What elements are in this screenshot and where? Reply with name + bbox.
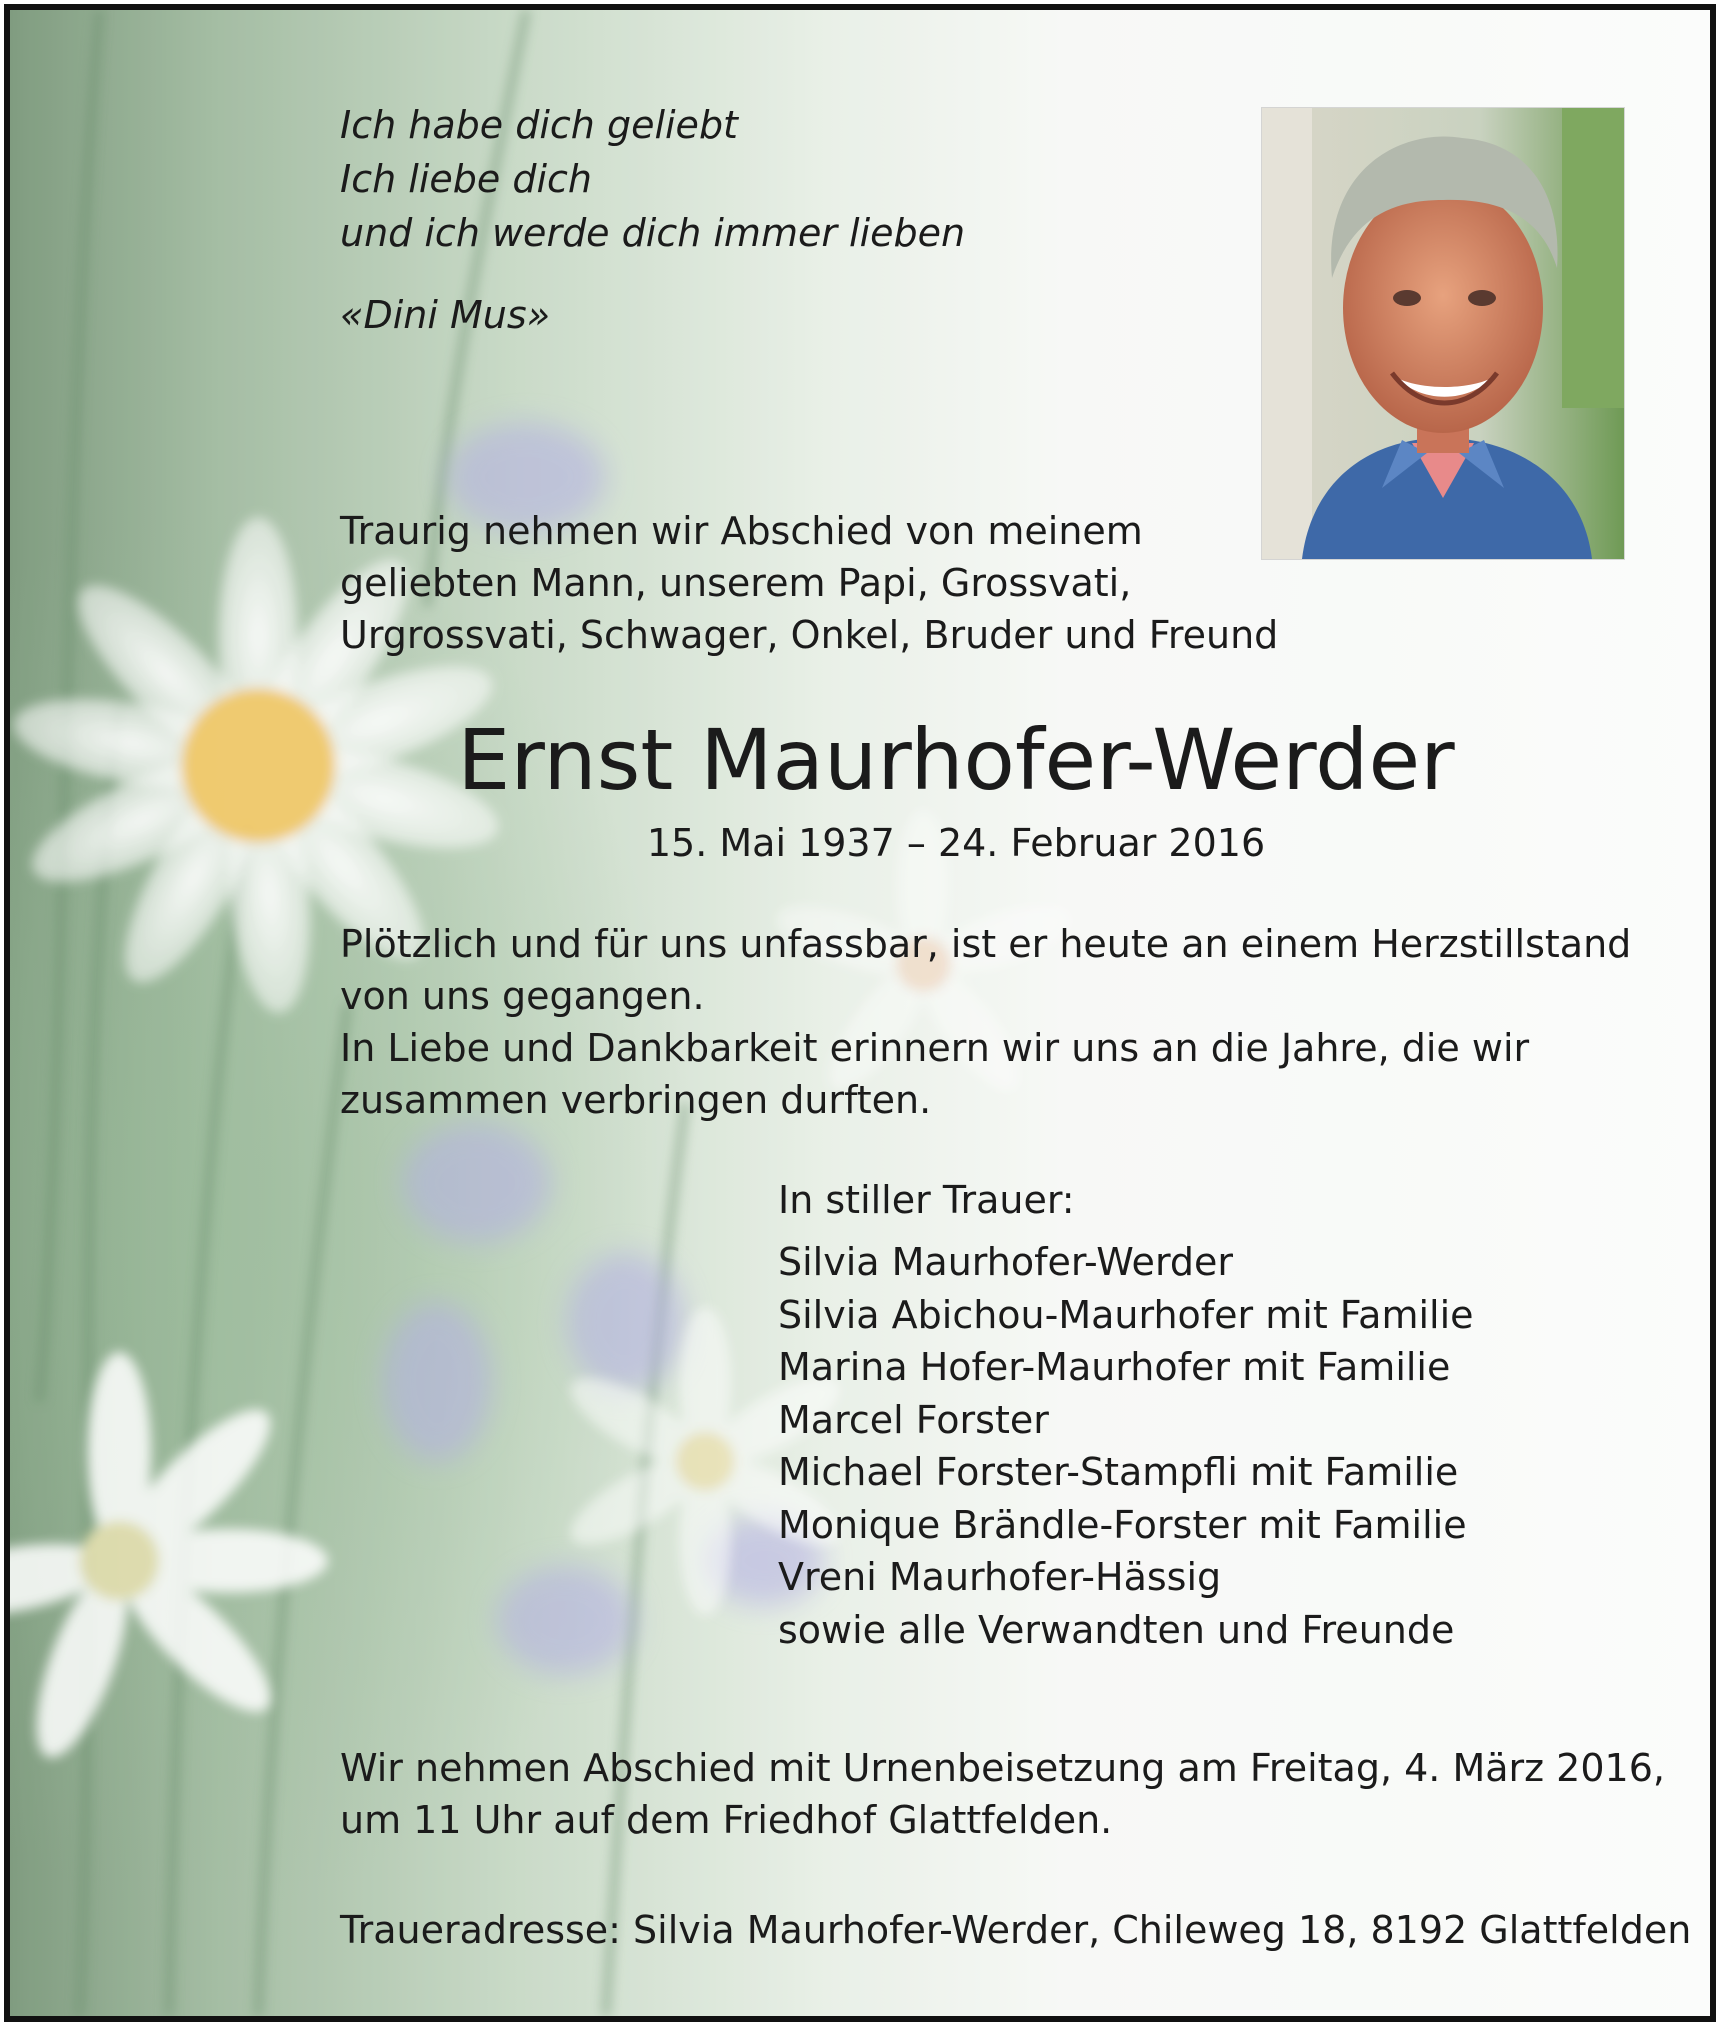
mourner-name: sowie alle Verwandten und Freunde	[778, 1607, 1455, 1652]
portrait-photo	[1262, 108, 1624, 559]
body-line: Plötzlich und für uns unfassbar, ist er heute an einem Herzstillstand	[340, 922, 1632, 966]
mourner-name: Silvia Abichou-Maurhofer mit Familie	[778, 1292, 1474, 1337]
mourner-name: Silvia Maurhofer-Werder	[778, 1240, 1234, 1284]
nickname: «Dini Mus»	[340, 293, 551, 337]
intro-text	[340, 505, 1278, 661]
mourners-list	[778, 1236, 1474, 1656]
obituary-card	[4, 4, 1716, 2022]
deceased-name: Ernst Maurhofer-Werder	[457, 711, 1455, 809]
intro-line: Traurig nehmen wir Abschied von meinem	[340, 509, 1143, 553]
life-dates: 15. Mai 1937 – 24. Februar 2016	[646, 821, 1266, 865]
funeral-line: um 11 Uhr auf dem Friedhof Glattfelden.	[340, 1798, 1113, 1842]
body-line: In Liebe und Dankbarkeit erinnern wir uns an die Jahre, die wir	[340, 1026, 1530, 1070]
poem-line: und ich werde dich immer lieben	[340, 211, 966, 255]
mourning-address: Traueradresse: Silvia Maurhofer-Werder, Chileweg 18, 8192 Glattfelden	[340, 1908, 1692, 1952]
body-text	[340, 918, 1631, 1126]
mourner-name: Michael Forster-Stampfli mit Familie	[778, 1450, 1459, 1494]
intro-line: geliebten Mann, unserem Papi, Grossvati,	[340, 561, 1132, 605]
funeral-line: Wir nehmen Abschied mit Urnenbeisetzung am Freitag, 4. März 2016,	[340, 1746, 1665, 1790]
mourner-name: Vreni Maurhofer-Hässig	[778, 1555, 1222, 1599]
mourner-name: Monique Brändle-Forster mit Familie	[778, 1502, 1467, 1547]
mourner-name: Marina Hofer-Maurhofer mit Familie	[778, 1345, 1451, 1389]
body-line: von uns gegangen.	[340, 974, 705, 1018]
intro-line: Urgrossvati, Schwager, Onkel, Bruder und Freund	[340, 613, 1279, 657]
mourner-name: Marcel Forster	[778, 1397, 1049, 1442]
body-line: zusammen verbringen durften.	[340, 1078, 932, 1122]
funeral-notice	[340, 1742, 1665, 1846]
poem-line: Ich liebe dich	[340, 157, 592, 201]
mourning-heading: In stiller Trauer:	[778, 1178, 1075, 1222]
poem	[340, 98, 965, 260]
poem-line: Ich habe dich geliebt	[340, 103, 738, 147]
